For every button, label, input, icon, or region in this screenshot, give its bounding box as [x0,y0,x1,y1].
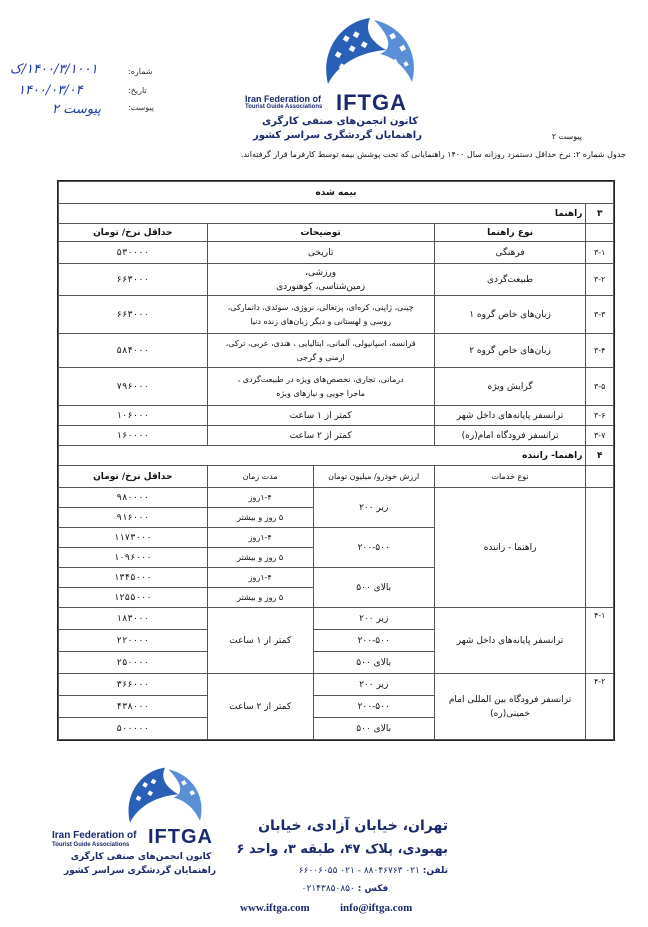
vehicle-value: زیر ۲۰۰ [313,488,434,528]
description: فرانسه، اسپانیولی، آلمانی، ایتالیایی ، هندی، عربی، ترکی، ارمنی و گرجی [207,334,434,368]
min-rate: ۷۹۶۰۰۰ [59,368,208,406]
col-min-rate-4: حداقل نرخ/ تومان [59,466,208,488]
min-rate: ۲۵۰۰۰۰ [59,652,208,674]
number-label: شماره: [128,67,153,76]
vehicle-value: زیر ۲۰۰ [313,608,434,630]
attachment-label: پیوست ۲ [551,132,582,141]
vehicle-value: بالای ۵۰۰ [313,652,434,674]
website-link[interactable]: www.iftga.com [240,902,310,914]
attachment-header-label: پیوست: [128,103,155,112]
duration: ۵ روز و بیشتر [207,508,313,528]
table-row [59,426,614,446]
table-row [59,242,614,264]
section3-number: ۳ [586,204,614,224]
table-row [59,406,614,426]
min-rate: ۱۲۵۵۰۰۰ [59,588,208,608]
email-link[interactable]: info@iftga.com [340,902,413,914]
min-rate: ۱۸۳۰۰۰ [59,608,208,630]
guide-type: ترانسفر پایانه‌های داخل شهر [434,406,586,426]
insured-header: بیمه شده [59,182,614,204]
row-number: ۳-۶ [586,406,614,426]
footer-logo-fa-line1: کانون انجمن‌های صنفی کارگری [70,852,212,862]
row-number: ۳-۷ [586,426,614,446]
guide-type: زبان‌های خاص گروه ۲ [434,334,586,368]
fed-line2: Tourist Guide Associations [245,104,323,110]
duration: ۱-۴روز [207,528,313,548]
fax-line [270,884,420,894]
min-rate: ۶۶۳۰۰۰ [59,296,208,334]
logo-acronym: IFTGA [336,90,407,115]
vehicle-value: بالای ۵۰۰ [313,568,434,608]
fax-number: ۰۲۱۴۳۸۵۰۸۵۰ [301,884,355,894]
min-rate: ۱۶۰۰۰۰ [59,426,208,446]
handwritten-number: ۱۴۰۰/۳/۱۰۰۱/ک [10,62,98,77]
description: درمانی، تجاری، تخصص‌های ویژه در طبیعت‌گردی ، ماجرا جویی و نیازهای ویژه [207,368,434,406]
address-line1: تهران، خیابان آزادی، خیابان [258,818,448,834]
min-rate: ۲۲۰۰۰۰ [59,630,208,652]
min-rate: ۹۸۰۰۰۰ [59,488,208,508]
section4-number: ۴ [586,446,614,466]
guide-type: ترانسفر فرودگاه امام(ره) [434,426,586,446]
min-rate: ۹۱۶۰۰۰ [59,508,208,528]
logo-fa-line2: راهنمایان گردشگری سراسر کشور [253,130,422,141]
vehicle-value: زیر ۲۰۰ [313,674,434,696]
service-type: راهنما - راننده [434,488,586,608]
duration: ۵ روز و بیشتر [207,588,313,608]
description: تاریخی [207,242,434,264]
section3-title: راهنما [59,204,586,224]
min-rate: ۱۳۴۵۰۰۰ [59,568,208,588]
section4-title: راهنما- راننده [59,446,586,466]
description: کمتر از ۱ ساعت [207,406,434,426]
logo-fa-line1: کانون انجمن‌های صنفی کارگری [261,116,419,127]
guide-type: طبیعت‌گردی [434,264,586,296]
address-line2: بهبودی، پلاک ۴۷، طبقه ۳، واحد ۶ [236,842,448,857]
table-caption: جدول شماره ۲: نرخ حداقل دستمزد روزانه سال ۱۴۰۰ راهنمایانی که تحت پوشش بیمه توسط کارفرما قرار گرفته‌اند. [240,150,626,159]
service-type: ترانسفر پایانه‌های داخل شهر [434,608,586,674]
rates-table [57,180,615,741]
description: ورزشی، زمین‌شناسی، کوهنوردی [207,264,434,296]
phone-line [236,866,448,876]
vehicle-value: بالای ۵۰۰ [313,718,434,740]
guide-type: گرایش ویژه [434,368,586,406]
col-service-type: نوع خدمات [434,466,586,488]
col-duration: مدت زمان [207,466,313,488]
footer-logo-fa-line2: راهنمایان گردشگری سراسر کشور [63,866,216,876]
col-vehicle-value: ارزش خودرو/ میلیون تومان [313,466,434,488]
footer-logo-graphic [115,762,215,830]
col-guide-type: نوع راهنما [434,224,586,242]
description: کمتر از ۲ ساعت [207,426,434,446]
iftga-logo-graphic [310,12,430,92]
table-row [59,674,614,696]
vehicle-value: ۲۰۰-۵۰۰ [313,528,434,568]
min-rate: ۵۸۴۰۰۰ [59,334,208,368]
table-row [59,488,614,508]
table-row [59,334,614,368]
description: چینی، ژاپنی، کره‌ای، پرتغالی، نروژی، سوئدی، دانمارکی، روسی و لهستانی و دیگر زبان‌های زنده دنیا [207,296,434,334]
col-description: توضیحات [207,224,434,242]
guide-type: فرهنگی [434,242,586,264]
table-row [59,608,614,630]
min-rate: ۱۰۹۶۰۰۰ [59,548,208,568]
row-number: ۴-۱ [586,608,614,674]
handwritten-attachment: پیوست ۲ [52,102,102,117]
duration: ۵ روز و بیشتر [207,548,313,568]
min-rate: ۴۳۸۰۰۰ [59,696,208,718]
duration: ۱-۴روز [207,488,313,508]
duration: ۱-۴روز [207,568,313,588]
vehicle-value: ۲۰۰-۵۰۰ [313,696,434,718]
phone-numbers: ۰۲۱ ۸۸۰۴۶۷۶۳ - ۰۲۱ ۶۶۰۰۶۰۵۵ [298,866,420,876]
date-label: تاریخ: [128,86,147,95]
duration: کمتر از ۱ ساعت [207,608,313,674]
min-rate: ۶۶۳۰۰۰ [59,264,208,296]
vehicle-value: ۲۰۰-۵۰۰ [313,630,434,652]
footer-fed-line2: Tourist Guide Associations [52,842,130,848]
service-type: ترانسفر فرودگاه بین المللی امام خمینی(ره) [434,674,586,740]
handwritten-date: ۱۴۰۰/۰۳/۰۴ [18,83,83,98]
row-number: ۳-۳ [586,296,614,334]
min-rate: ۱۱۷۳۰۰۰ [59,528,208,548]
guide-type: زبان‌های خاص گروه ۱ [434,296,586,334]
row-number: ۳-۴ [586,334,614,368]
fax-label: فکس : [357,884,389,894]
min-rate: ۵۳۰۰۰۰ [59,242,208,264]
duration: کمتر از ۲ ساعت [207,674,313,740]
phone-label: تلفن: [422,866,448,876]
table-row [59,264,614,296]
min-rate: ۵۰۰۰۰۰ [59,718,208,740]
footer-logo-acronym: IFTGA [148,826,213,848]
row-number: ۳-۵ [586,368,614,406]
table-row [59,368,614,406]
min-rate: ۱۰۶۰۰۰ [59,406,208,426]
row-number: ۳-۲ [586,264,614,296]
row-number: ۳-۱ [586,242,614,264]
col-min-rate: حداقل نرخ/ تومان [59,224,208,242]
row-number: ۴-۲ [586,674,614,740]
fed-line1: Iran Federation of [245,94,322,104]
min-rate: ۳۶۶۰۰۰ [59,674,208,696]
footer-fed-line1: Iran Federation of [52,830,137,841]
table-row [59,296,614,334]
